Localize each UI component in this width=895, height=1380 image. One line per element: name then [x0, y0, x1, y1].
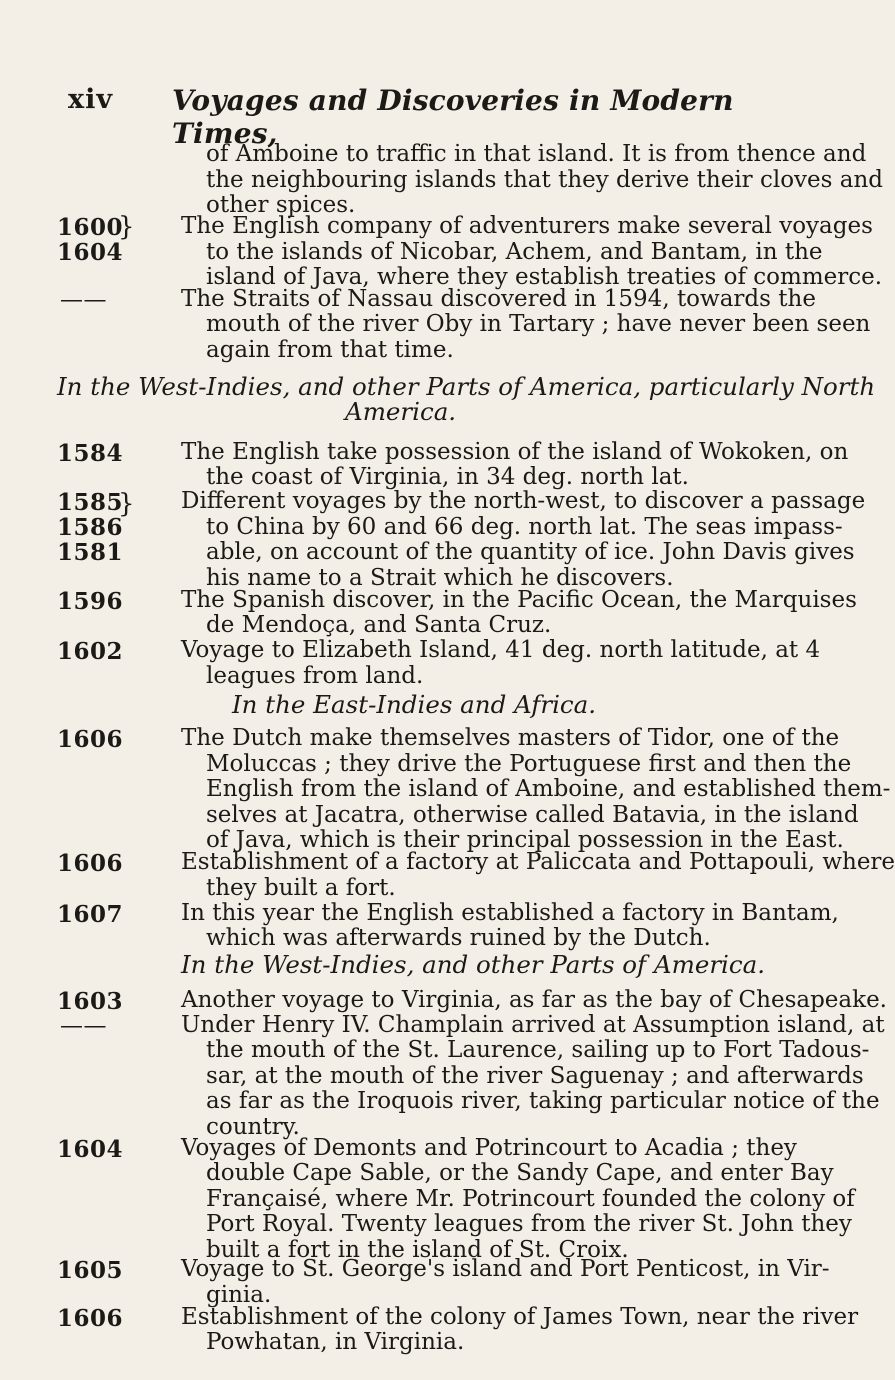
entry-date: 1596 — [57, 587, 124, 615]
text-line: Port Royal. Twenty leagues from the river St. John they — [206, 1211, 852, 1238]
text-line: country. — [206, 1113, 300, 1140]
page-header — [0, 84, 800, 150]
text-line: The Spanish discover, in the Pacific Ocean, the Marquises — [181, 586, 857, 613]
text-line: built a fort in the island of St. Croix. — [206, 1236, 629, 1263]
section-heading: In the West-Indies, and other Parts of America. — [181, 950, 765, 980]
entry-date: 1604 — [57, 239, 124, 267]
entry-date: 1606 — [57, 1304, 124, 1332]
text-line: sar, at the mouth of the river Saguenay ; and afterwards — [206, 1062, 864, 1089]
entry-text — [181, 586, 857, 639]
entry-date: 1586 — [57, 514, 124, 542]
text-line: the mouth of the St. Laurence, sailing up to Fort Tadous- — [206, 1037, 870, 1064]
entry-text — [181, 1134, 855, 1264]
entry-text — [181, 488, 866, 591]
entry-date: 1600 — [57, 214, 124, 242]
text-line: island of Java, where they establish treaties of commerce. — [206, 264, 883, 291]
text-line: mouth of the river Oby in Tartary ; have never been seen — [206, 311, 871, 338]
text-line: Voyage to Elizabeth Island, 41 deg. north latitude, at 4 — [181, 637, 821, 664]
text-line: Different voyages by the north-west, to discover a passage — [181, 488, 866, 515]
entry-text — [181, 285, 871, 364]
page-number: xiv — [68, 84, 114, 115]
text-line: selves at Jacatra, otherwise called Batavia, in the island — [206, 801, 859, 828]
text-line: Another voyage to Virginia, as far as the bay of Chesapeake. — [181, 986, 887, 1013]
entry-text — [181, 849, 895, 901]
text-line: The Dutch make themselves masters of Tidor, one of the — [181, 725, 840, 752]
entry-date: 1606 — [57, 726, 124, 754]
text-line: Establishment of a factory at Paliccata and Pottapouli, where — [181, 849, 895, 876]
text-line: again from that time. — [206, 336, 454, 363]
brace-mark: } — [118, 489, 135, 520]
text-line: de Mendoça, and Santa Cruz. — [206, 612, 552, 639]
entry-date: 1584 — [57, 439, 124, 467]
text-line: as far as the Iroquois river, taking particular notice of the — [206, 1088, 880, 1115]
text-line: other spices. — [206, 192, 356, 218]
text-line: leagues from land. — [206, 662, 424, 689]
entry-text — [181, 1303, 859, 1356]
entry-date: 1607 — [57, 900, 124, 928]
text-line: double Cape Sable, or the Sandy Cape, and enter Bay — [206, 1160, 834, 1187]
text-line: English from the island of Amboine, and established them- — [206, 776, 891, 803]
text-line: which was afterwards ruined by the Dutch. — [206, 925, 711, 952]
text-line: able, on account of the quantity of ice. John Davis gives — [206, 539, 855, 566]
text-line: his name to a Strait which he discovers. — [206, 564, 674, 591]
text-line: of Java, which is their principal possession in the East. — [206, 827, 844, 854]
text-line: Voyage to St. George's island and Port Penticost, in Vir- — [181, 1256, 830, 1283]
text-line: Powhatan, in Virginia. — [206, 1329, 465, 1356]
entry-text — [181, 986, 887, 1014]
entry-date: 1581 — [57, 539, 124, 567]
text-line: The English take possession of the island of Wokoken, on — [181, 438, 849, 465]
entry-text — [181, 725, 891, 854]
section-heading-continued: America. — [345, 397, 457, 427]
entry-text — [181, 637, 821, 689]
intro-paragraph — [206, 141, 884, 219]
text-line: Voyages of Demonts and Potrincourt to Acadia ; they — [181, 1134, 797, 1161]
entry-date: —— — [60, 1012, 107, 1039]
entry-date: 1606 — [57, 850, 124, 878]
entry-text — [181, 899, 839, 952]
text-line: to the islands of Nicobar, Achem, and Bantam, in the — [206, 238, 823, 265]
section-heading: In the West-Indies, and other Parts of America, particularly North — [57, 371, 876, 401]
text-line: Establishment of the colony of James Town, near the river — [181, 1303, 859, 1330]
text-line: The English company of adventurers make several voyages — [181, 213, 873, 240]
running-title: Voyages and Discoveries in Modern Times, — [172, 84, 734, 150]
text-line: the neighbouring islands that they derive their cloves and — [206, 166, 884, 193]
entry-text — [181, 438, 849, 491]
text-line: In this year the English established a factory in Bantam, — [181, 899, 839, 926]
entry-date: 1602 — [57, 638, 124, 666]
text-line: they built a fort. — [206, 874, 396, 901]
entry-text — [181, 213, 883, 291]
entry-date: 1604 — [57, 1135, 124, 1163]
text-line: Under Henry IV. Champlain arrived at Assumption island, at — [181, 1011, 885, 1038]
entry-text — [181, 1256, 830, 1308]
entry-date: 1603 — [57, 987, 124, 1015]
text-line: of Amboine to traffic in that island. It is from thence and — [206, 141, 867, 167]
text-line: the coast of Virginia, in 34 deg. north lat. — [206, 464, 689, 491]
brace-mark: } — [118, 212, 135, 243]
section-heading: In the East-Indies and Africa. — [232, 689, 597, 719]
text-line: The Straits of Nassau discovered in 1594, towards the — [181, 285, 816, 312]
text-line: Françaisé, where Mr. Potrincourt founded the colony of — [206, 1185, 855, 1212]
entry-date: 1585 — [57, 489, 124, 517]
entry-text — [181, 1011, 885, 1141]
text-line: to China by 60 and 66 deg. north lat. The seas impass- — [206, 513, 843, 540]
text-line: Moluccas ; they drive the Portuguese first and then the — [206, 750, 852, 777]
entry-date: 1605 — [57, 1257, 124, 1285]
text-line: ginia. — [206, 1281, 272, 1308]
entry-date: —— — [60, 286, 107, 313]
